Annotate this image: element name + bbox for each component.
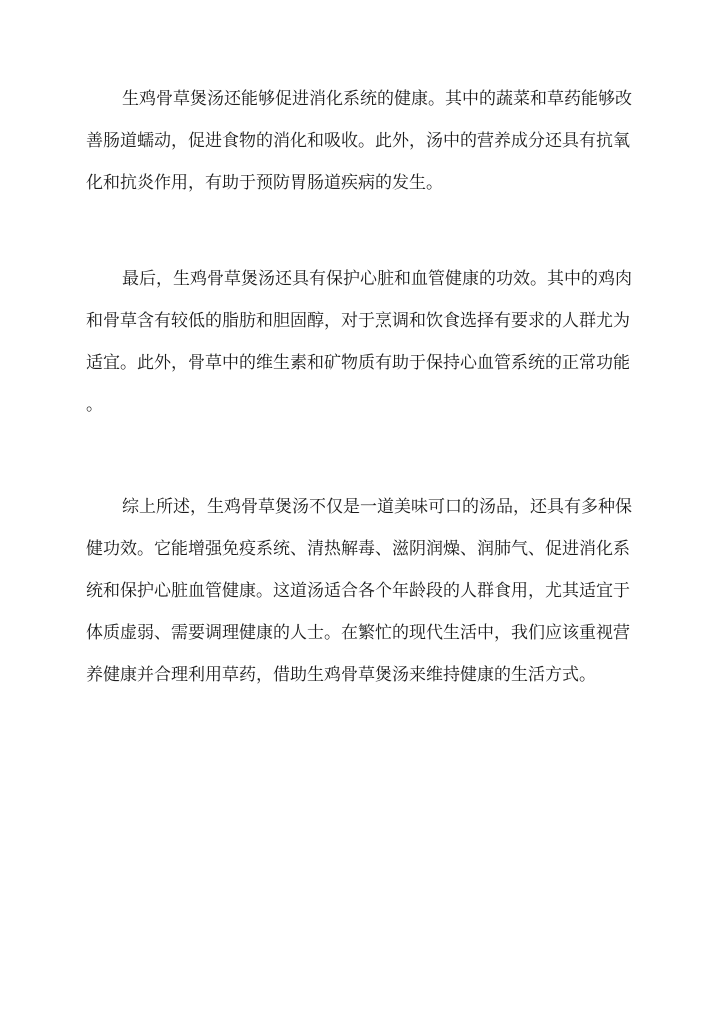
- text-line: 综上所述，生鸡骨草煲汤不仅是一道美味可口的汤品，还具有多种保: [122, 497, 632, 517]
- text-line: 健功效。它能增强免疫系统、清热解毒、滋阴润燥、润肺气、促进消化系: [86, 539, 630, 559]
- text-line: 适宜。此外，骨草中的维生素和矿物质有助于保持心血管系统的正常功能: [86, 353, 630, 373]
- text-line: 生鸡骨草煲汤还能够促进消化系统的健康。其中的蔬菜和草药能够改: [122, 89, 632, 109]
- text-line: 统和保护心脏血管健康。这道汤适合各个年龄段的人群食用，尤其适宜于: [86, 581, 630, 601]
- text-line: 体质虚弱、需要调理健康的人士。在繁忙的现代生活中，我们应该重视营: [86, 623, 630, 643]
- text-line: 最后，生鸡骨草煲汤还具有保护心脏和血管健康的功效。其中的鸡肉: [122, 269, 632, 289]
- paragraph-digestion: [86, 89, 646, 215]
- text-line: 化和抗炎作用，有助于预防胃肠道疾病的发生。: [86, 173, 443, 193]
- paragraph-summary: [86, 497, 646, 707]
- text-line: 。: [86, 395, 103, 415]
- text-line: 善肠道蠕动，促进食物的消化和吸收。此外，汤中的营养成分还具有抗氧: [86, 131, 630, 151]
- paragraph-cardiovascular: [86, 269, 646, 437]
- text-line: 养健康并合理利用草药，借助生鸡骨草煲汤来维持健康的生活方式。: [86, 665, 596, 685]
- text-line: 和骨草含有较低的脂肪和胆固醇，对于烹调和饮食选择有要求的人群尤为: [86, 311, 630, 331]
